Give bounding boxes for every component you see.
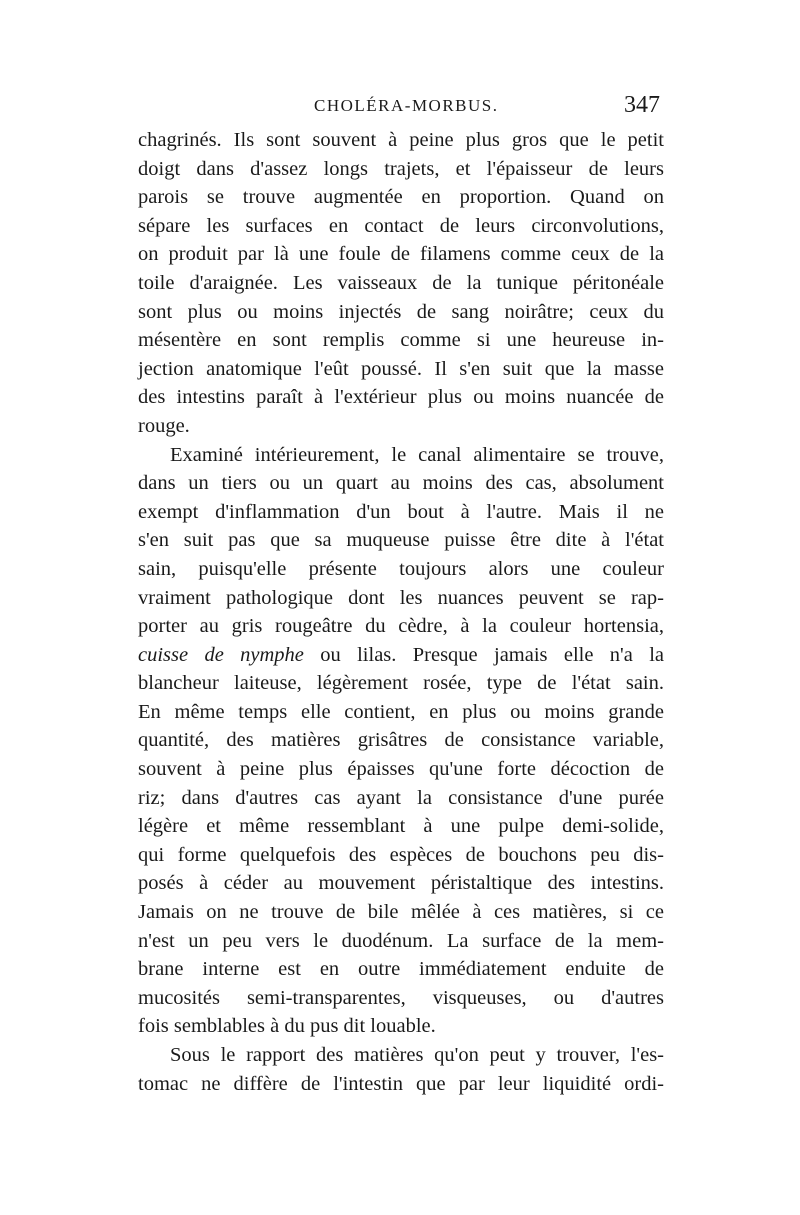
text-line: doigt dans d'assez longs trajets, et l'épaisseur de leurs — [138, 157, 664, 180]
text-line: qui forme quelquefois des espèces de bouchons peu dis- — [138, 843, 664, 866]
paragraph-2 — [138, 441, 664, 1041]
text-line: sépare les surfaces en contact de leurs circonvolutions, — [138, 214, 664, 237]
text-line: sain, puisqu'elle présente toujours alors une couleur — [138, 557, 664, 580]
text-line: légère et même ressemblant à une pulpe demi-solide, — [138, 815, 664, 838]
text-line: sont plus ou moins injectés de sang noirâtre; ceux du — [138, 300, 664, 323]
text-line: mésentère en sont remplis comme si une heureuse in- — [138, 329, 664, 352]
text-line: En même temps elle contient, en plus ou moins grande — [138, 700, 664, 723]
text-line: Jamais on ne trouve de bile mêlée à ces matières, si ce — [138, 901, 664, 924]
text-line: porter au gris rougeâtre du cèdre, à la couleur hortensia, — [138, 615, 664, 638]
text-line: des intestins paraît à l'extérieur plus ou moins nuancée de — [138, 386, 664, 409]
text-line: toile d'araignée. Les vaisseaux de la tunique péritonéale — [138, 271, 664, 294]
text-line: vraiment pathologique dont les nuances peuvent se rap- — [138, 586, 664, 609]
text-line: blancheur laiteuse, légèrement rosée, type de l'état sain. — [138, 672, 664, 695]
paragraph-3 — [138, 1041, 664, 1098]
text-line: riz; dans d'autres cas ayant la consistance d'une purée — [138, 786, 664, 809]
text-line: parois se trouve augmentée en proportion. Quand on — [138, 186, 664, 209]
body-text — [138, 126, 664, 1098]
text-line: brane interne est en outre immédiatement enduite de — [138, 958, 664, 981]
text-line: quantité, des matières grisâtres de consistance variable, — [138, 729, 664, 752]
text-line: on produit par là une foule de filamens comme ceux de la — [138, 243, 664, 266]
text-line: mucosités semi-transparentes, visqueuses, ou d'autres — [138, 986, 664, 1009]
text-line: s'en suit pas que sa muqueuse puisse être dite à l'état — [138, 529, 664, 552]
text-line: Examiné intérieurement, le canal alimentaire se trouve, — [170, 443, 664, 466]
text-line: tomac ne diffère de l'intestin que par leur liquidité ordi- — [138, 1072, 664, 1095]
text-line: chagrinés. Ils sont souvent à peine plus gros que le petit — [138, 129, 664, 151]
text-line: dans un tiers ou un quart au moins des cas, absolument — [138, 472, 664, 495]
text-line: jection anatomique l'eût poussé. Il s'en suit que la masse — [138, 357, 664, 380]
page-number: 347 — [624, 92, 660, 118]
text-line: cuisse de nymphe ou lilas. Presque jamais elle n'a la — [138, 643, 664, 666]
text-line: rouge. — [138, 414, 190, 437]
running-title: CHOLÉRA-MORBUS. — [314, 96, 499, 115]
paragraph-1 — [138, 126, 664, 441]
text-line: n'est un peu vers le duodénum. La surface de la mem- — [138, 929, 664, 952]
text-line: fois semblables à du pus dit louable. — [138, 1015, 436, 1038]
text-line: Sous le rapport des matières qu'on peut y trouver, l'es- — [170, 1044, 664, 1066]
text-line: posés à céder au mouvement péristaltique des intestins. — [138, 872, 664, 895]
text-line: exempt d'inflammation d'un bout à l'autre. Mais il ne — [138, 500, 664, 523]
text-line: souvent à peine plus épaisses qu'une forte décoction de — [138, 758, 664, 781]
